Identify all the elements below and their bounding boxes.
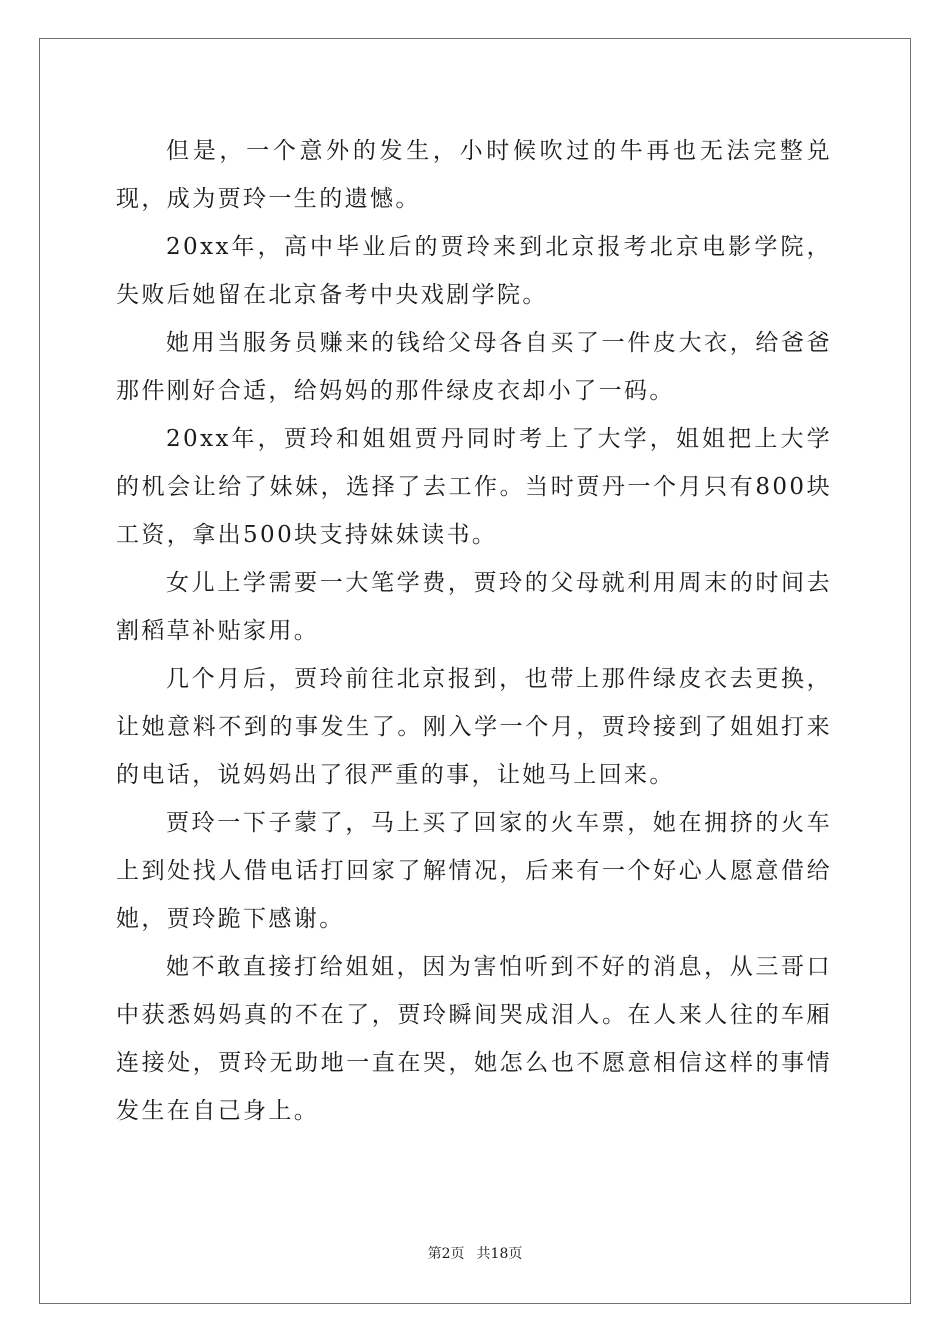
page-footer xyxy=(0,1245,950,1263)
paragraph: 20xx年，高中毕业后的贾玲来到北京报考北京电影学院，失败后她留在北京备考中央戏剧学院。 xyxy=(116,234,832,308)
paragraph: 女儿上学需要一大笔学费，贾玲的父母就利用周末的时间去割稻草补贴家用。 xyxy=(116,570,832,644)
page-total: 共18页 xyxy=(476,1246,523,1262)
page-number: 第2页 xyxy=(427,1246,465,1262)
paragraph: 贾玲一下子蒙了，马上买了回家的火车票，她在拥挤的火车上到处找人借电话打回家了解情况，后来有一个好心人愿意借给她，贾玲跪下感谢。 xyxy=(116,810,832,932)
paragraph: 几个月后，贾玲前往北京报到，也带上那件绿皮衣去更换，让她意料不到的事发生了。刚入学一个月，贾玲接到了姐姐打来的电话，说妈妈出了很严重的事，让她马上回来。 xyxy=(116,666,832,788)
paragraph: 但是，一个意外的发生，小时候吹过的牛再也无法完整兑现，成为贾玲一生的遗憾。 xyxy=(116,138,832,212)
paragraph: 20xx年，贾玲和姐姐贾丹同时考上了大学，姐姐把上大学的机会让给了妹妹，选择了去工作。当时贾丹一个月只有800块工资，拿出500块支持妹妹读书。 xyxy=(116,426,832,548)
paragraph: 她用当服务员赚来的钱给父母各自买了一件皮大衣，给爸爸那件刚好合适，给妈妈的那件绿皮衣却小了一码。 xyxy=(116,330,832,404)
document-body xyxy=(116,127,832,1135)
paragraph: 她不敢直接打给姐姐，因为害怕听到不好的消息，从三哥口中获悉妈妈真的不在了，贾玲瞬间哭成泪人。在人来人往的车厢连接处，贾玲无助地一直在哭，她怎么也不愿意相信这样的事情发生在自己身上。 xyxy=(116,954,832,1124)
